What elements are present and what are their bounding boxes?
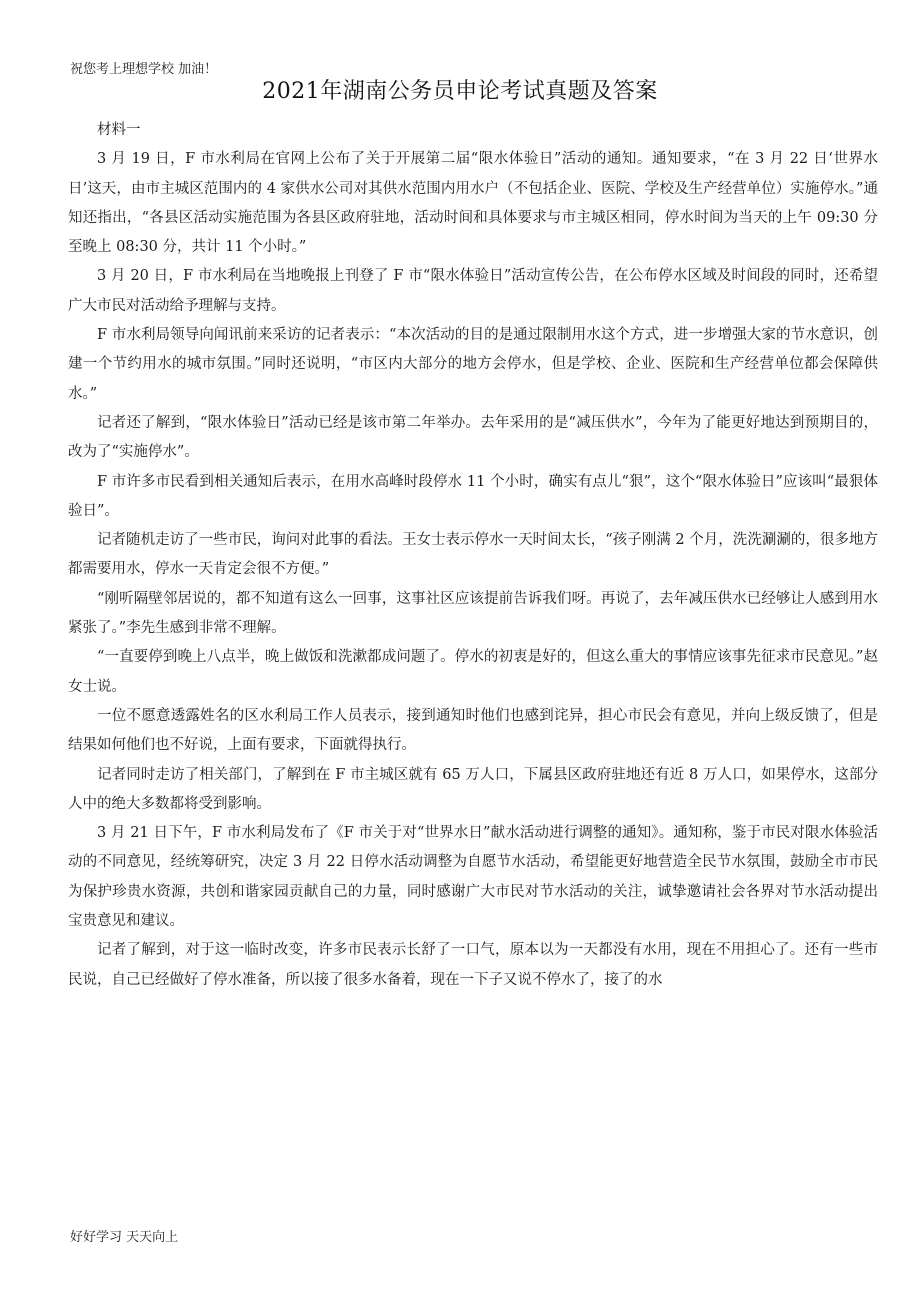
paragraph: 记者同时走访了相关部门，了解到在 F 市主城区就有 65 万人口，下属县区政府驻地还有近 8 万人口，如果停水，这部分人中的绝大多数都将受到影响。 [68, 766, 878, 812]
paragraph: 记者了解到，对于这一临时改变，许多市民表示长舒了一口气，原本以为一天都没有水用，现在不用担心了。还有一些市民说，自己已经做好了停水准备，所以接了很多水备着，现在一下子又说不停水了，接了的水 [68, 942, 878, 988]
paragraph: F 市水利局领导向闻讯前来采访的记者表示：“本次活动的目的是通过限制用水这个方式，进一步增强大家的节水意识，创建一个节约用水的城市氛围。”同时还说明，“市区内大部分的地方会停水，但是学校、企业、医院和生产经营单位都会保障供水。” [68, 327, 878, 402]
header-note: 祝您考上理想学校 加油！ [70, 62, 218, 77]
paragraph: F 市许多市民看到相关通知后表示，在用水高峰时段停水 11 个小时，确实有点儿“狠”，这个“限水体验日”应该叫“最狠体验日”。 [68, 473, 878, 519]
paragraph: 3 月 20 日，F 市水利局在当地晚报上刊登了 F 市“限水体验日”活动宣传公告，在公布停水区域及时间段的同时，还希望广大市民对活动给予理解与支持。 [68, 268, 878, 314]
paragraph: “一直要停到晚上八点半，晚上做饭和洗漱都成问题了。停水的初衷是好的，但这么重大的事情应该事先征求市民意见。”赵女士说。 [68, 649, 878, 695]
paragraph: 记者随机走访了一些市民，询问对此事的看法。王女士表示停水一天时间太长，“孩子刚满 2 个月，洗洗涮涮的，很多地方都需要用水，停水一天肯定会很不方便。” [68, 532, 878, 578]
paragraph: “刚听隔壁邻居说的，都不知道有这么一回事，这事社区应该提前告诉我们呀。再说了，去年减压供水已经够让人感到用水紧张了。”李先生感到非常不理解。 [68, 590, 878, 637]
footer-note: 好好学习 天天向上 [70, 1230, 179, 1245]
page-title: 2021年湖南公务员申论考试真题及答案 [262, 79, 658, 104]
paragraph: 一位不愿意透露姓名的区水利局工作人员表示，接到通知时他们也感到诧异，担心市民会有意见，并向上级反馈了，但是结果如何他们也不好说，上面有要求，下面就得执行。 [68, 707, 878, 754]
section-label: 材料一 [97, 122, 141, 138]
paragraph: 3 月 19 日，F 市水利局在官网上公布了关于开展第二届“限水体验日”活动的通知。通知要求，“在 3 月 22 日‘世界水日’这天，由市主城区范围内的 4 家供水公司对其供水范围内用水户（不包括企业、医院、学校及生产经营单位）实施停水。”通知还指出，“各县区活动实施范围为各县区政府驻地，活动时间和具体要求与市主城区相同，停水时间为当天的上午 09:30 分至晚上 08:30 分，共计 11 个小时。” [68, 151, 878, 256]
document-body [68, 116, 878, 995]
paragraph: 记者还了解到，“限水体验日”活动已经是该市第二年举办。去年采用的是“减压供水”，今年为了能更好地达到预期目的，改为了“实施停水”。 [68, 414, 878, 461]
paragraph: 3 月 21 日下午，F 市水利局发布了《F 市关于对“世界水日”献水活动进行调整的通知》。通知称，鉴于市民对限水体验活动的不同意见，经统筹研究，决定 3 月 22 日停水活动调整为自愿节水活动，希望能更好地营造全民节水氛围，鼓励全市市民为保护珍贵水资源，共创和谐家园贡献自己的力量，同时感谢广大市民对节水活动的关注，诚挚邀请社会各界对节水活动提出宝贵意见和建议。 [68, 825, 878, 930]
